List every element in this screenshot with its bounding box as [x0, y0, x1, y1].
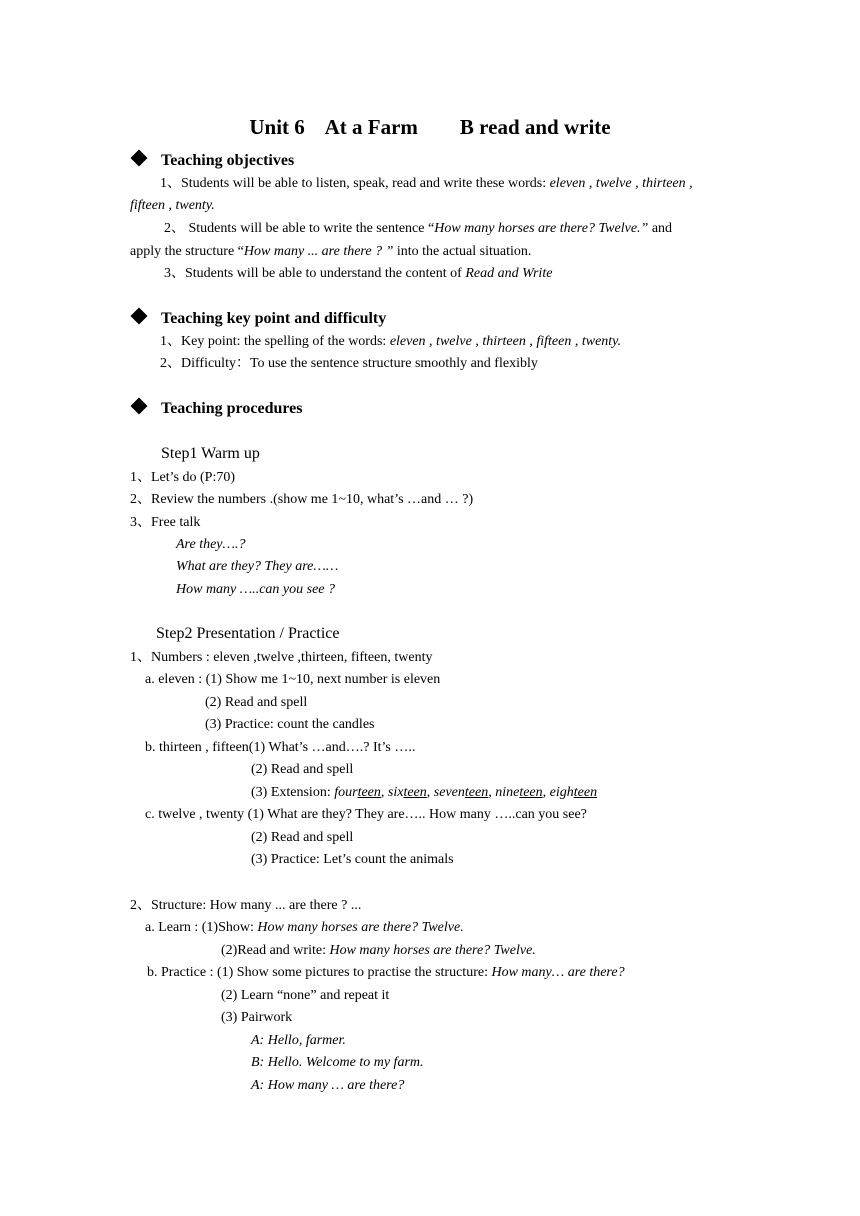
teen-suffix: teen: [573, 785, 598, 800]
objective-2-text: 2、 Students will be able to write the sentence “: [164, 221, 435, 236]
structure-b-1-label: b. Practice : (1) Show some pictures to practise the structure:: [147, 965, 492, 980]
objective-2-apply: apply the structure “: [130, 244, 244, 259]
objective-2-sentence: How many horses are there? Twelve.”: [434, 221, 649, 236]
extension-label: (3) Extension:: [251, 785, 335, 800]
objective-1-words-cont: fifteen , twenty.: [130, 198, 215, 213]
free-talk-2: [176, 558, 338, 576]
numbers-b-2: (2) Read and spell: [251, 762, 354, 777]
keypoint-heading-text: Teaching key point and difficulty: [161, 310, 387, 327]
procedures-heading-text: Teaching procedures: [161, 400, 303, 417]
objective-1-cont: [130, 197, 215, 215]
objective-2: [164, 220, 672, 238]
objective-3-text: 3、Students will be able to understand the content of: [164, 266, 466, 281]
dialogue-line-1-text: A: Hello, farmer.: [251, 1033, 346, 1048]
diamond-bullet-icon: [131, 308, 148, 325]
teen-suffix: teen: [519, 785, 543, 800]
word-stem: four: [334, 785, 358, 800]
structure-a-1-label: a. Learn : (1)Show:: [145, 920, 258, 935]
dialogue-line-1: [251, 1032, 346, 1050]
step1-item-2: 2、Review the numbers .(show me 1~10, what’s …and … ?): [130, 492, 474, 507]
objective-1-words: eleven , twelve , thirteen ,: [549, 176, 693, 191]
objectives-heading-text: Teaching objectives: [161, 152, 295, 169]
free-talk-1-text: Are they….?: [176, 537, 246, 552]
objective-2-cont: [130, 243, 531, 261]
objective-3-title: Read and Write: [465, 266, 553, 281]
separator: ,: [542, 785, 550, 800]
step2-title: Step2 Presentation / Practice: [156, 625, 340, 642]
structure-b-1-sentence: How many… are there?: [491, 965, 625, 980]
word-stem: eigh: [549, 785, 574, 800]
objective-2-structure: How many ... are there ? ”: [243, 244, 394, 259]
structure-a-2: [221, 942, 536, 960]
keypoint-1: [160, 333, 621, 351]
diamond-bullet-icon: [131, 150, 148, 167]
numbers-c-2: (2) Read and spell: [251, 830, 354, 845]
separator: ,: [426, 785, 434, 800]
structure-heading: 2、Structure: How many ... are there ? ...: [130, 898, 362, 913]
structure-a-1-sentence: How many horses are there? Twelve.: [257, 920, 464, 935]
difficulty: 2、Difficulty：To use the sentence structure smoothly and flexibly: [160, 356, 538, 371]
numbers-c-3: (3) Practice: Let’s count the animals: [251, 852, 454, 867]
numbers-a-1: a. eleven : (1) Show me 1~10, next number is eleven: [145, 672, 441, 687]
teen-suffix: teen: [464, 785, 489, 800]
numbers-c-1: c. twelve , twenty (1) What are they? They are….. How many …..can you see?: [145, 807, 587, 822]
keypoint-1-text: 1、Key point: the spelling of the words:: [160, 334, 390, 349]
procedures-heading: [133, 400, 303, 418]
objective-3: [164, 265, 552, 283]
objective-2-tail: into the actual situation.: [393, 244, 532, 259]
free-talk-3-text: How many …..can you see ?: [176, 582, 336, 597]
dialogue-line-3: [251, 1077, 404, 1095]
dialogue-line-3-text: A: How many … are there?: [251, 1078, 405, 1093]
free-talk-2-text: What are they? They are……: [176, 559, 339, 574]
keypoint-heading: [133, 310, 386, 328]
numbers-b-3: [251, 784, 597, 802]
objective-1-text: 1、Students will be able to listen, speak, read and write these words:: [160, 176, 550, 191]
dialogue-line-2-text: B: Hello. Welcome to my farm.: [251, 1055, 424, 1070]
free-talk-1: [176, 536, 245, 554]
structure-a-1: [145, 919, 464, 937]
extension-words: [334, 785, 597, 800]
teen-suffix: teen: [357, 785, 381, 800]
diamond-bullet-icon: [131, 398, 148, 415]
objectives-heading: [133, 152, 294, 170]
separator: ,: [380, 785, 388, 800]
numbers-a-3: (3) Practice: count the candles: [205, 717, 375, 732]
word-stem: seven: [433, 785, 465, 800]
objective-2-and: and: [648, 221, 673, 236]
keypoint-1-words: eleven , twelve , thirteen , fifteen , twenty.: [389, 334, 622, 349]
word-stem: nine: [495, 785, 520, 800]
structure-a-2-sentence: How many horses are there? Twelve.: [329, 943, 536, 958]
teen-suffix: teen: [403, 785, 427, 800]
numbers-b-1: b. thirteen , fifteen(1) What’s …and….? It’s …..: [145, 740, 416, 755]
objective-1: [160, 175, 693, 193]
free-talk-3: [176, 581, 335, 599]
step1-title: Step1 Warm up: [161, 445, 260, 462]
structure-b-2: (2) Learn “none” and repeat it: [221, 988, 390, 1003]
word-stem: six: [387, 785, 404, 800]
structure-a-2-label: (2)Read and write:: [221, 943, 330, 958]
numbers-heading: 1、Numbers : eleven ,twelve ,thirteen, fifteen, twenty: [130, 650, 433, 665]
structure-b-3: (3) Pairwork: [221, 1010, 293, 1025]
numbers-a-2: (2) Read and spell: [205, 695, 308, 710]
separator: ,: [488, 785, 496, 800]
page-title: Unit 6 At a Farm B read and write: [249, 115, 611, 139]
step1-item-1: 1、Let’s do (P:70): [130, 470, 235, 485]
structure-b-1: [147, 964, 625, 982]
step1-item-3: 3、Free talk: [130, 515, 201, 530]
dialogue-line-2: [251, 1054, 424, 1072]
